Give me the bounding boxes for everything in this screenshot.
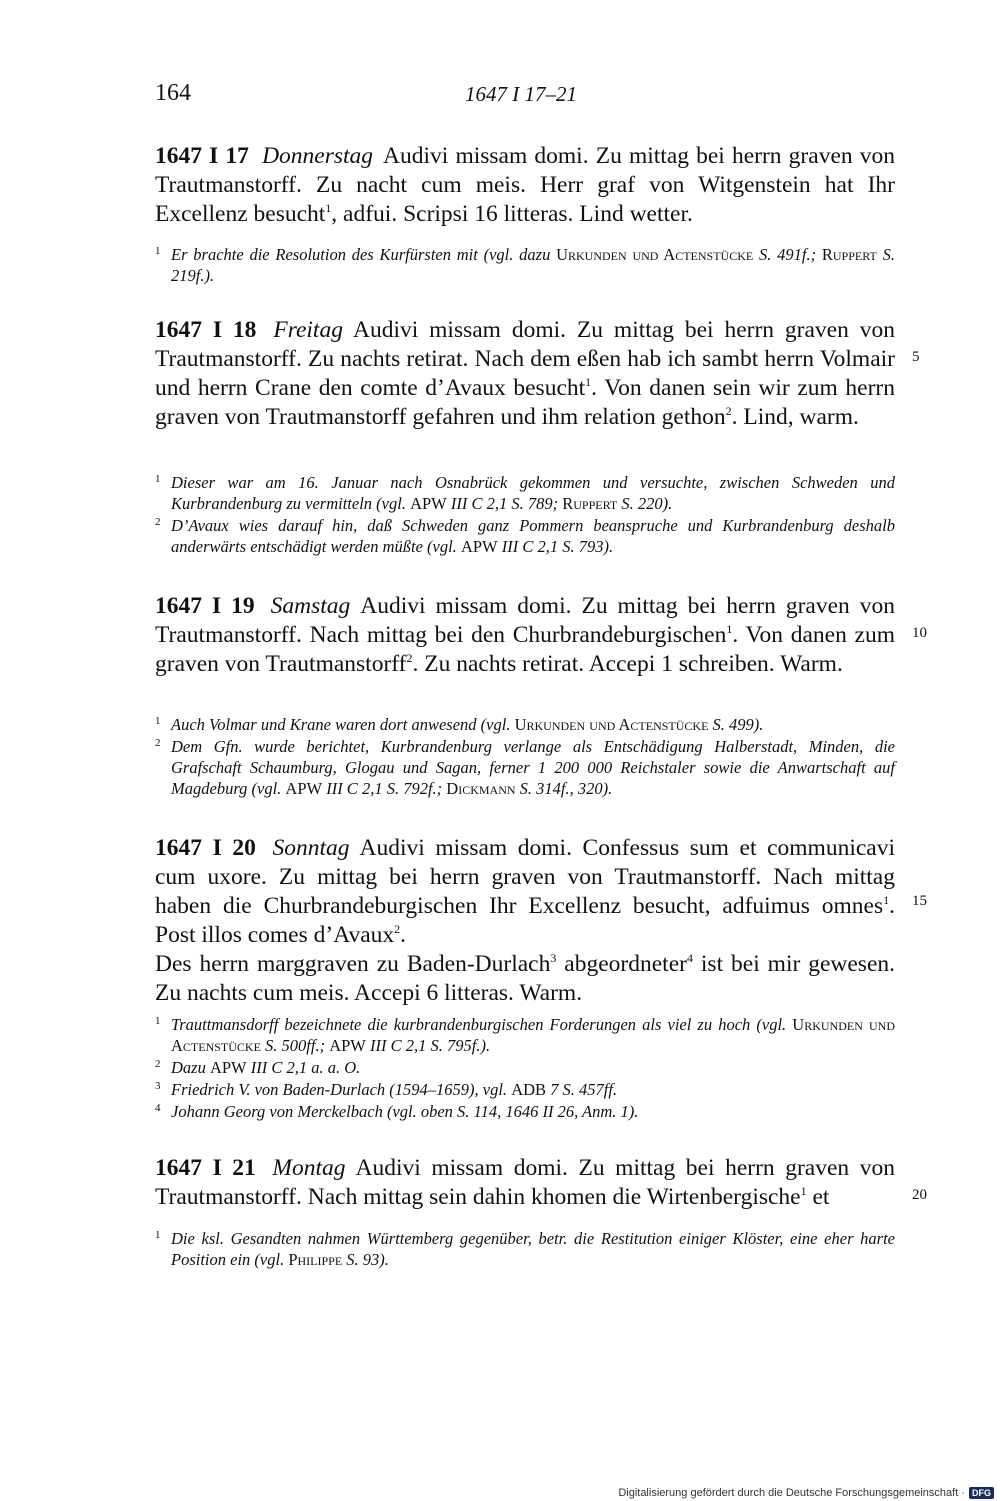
footnote-text: Trauttmansdorff bezeichnete die kurbrandenburgischen Forderungen als viel zu hoch (vgl.: [171, 1015, 793, 1034]
footnote-text: 7 S. 457ff.: [546, 1080, 618, 1099]
footnote-text: Dieser war am 16. Januar nach Osnabrück gekommen und versuchte, zwischen Schweden und Kurbrandenburg zu vermitteln (vgl.: [171, 473, 895, 513]
entry-text-part: . Von danen sein wir zum herrn graven von Trautmanstorff gefahren und ihm relation gethon: [155, 375, 895, 430]
footnote-ref: 2: [725, 404, 732, 419]
footnote-number: 4: [155, 1102, 161, 1114]
footnote-source: APW: [460, 537, 498, 556]
footnote-source: Philippe: [288, 1250, 343, 1269]
footnote-text: D’Avaux wies darauf hin, daß Schweden ganz Pommern beanspruche und Kurbrandenburg deshalb anderwärts entschädigt werden müßte (vgl.: [171, 516, 895, 556]
entry-date: 1647 I 19: [155, 593, 255, 619]
footnote-number: 2: [155, 516, 161, 528]
entry-text-part: Audivi missam domi. Zu mittag bei herrn graven von Trautmanstorff. Nach mittag bei den Churbrandeburgischen: [155, 593, 895, 648]
footnote-ref: 3: [550, 951, 557, 966]
line-number: 5: [912, 349, 920, 365]
footnote-text: S. 500ff.;: [260, 1036, 330, 1055]
footnotes-entry-3: [155, 1014, 895, 1123]
entry-text-part: . Post illos comes d’Avaux: [155, 893, 895, 948]
footnote-text: III C 2,1 S. 789;: [446, 494, 563, 513]
footnote: [155, 1079, 895, 1100]
footnote: [155, 1228, 895, 1270]
digitization-credit: [618, 1487, 994, 1499]
footnotes-entry-2: [155, 714, 895, 800]
footnote-source: Ruppert: [562, 494, 618, 513]
entry-weekday: Sonntag: [272, 835, 350, 861]
footnote-text: III C 2,1 S. 792f.;: [322, 779, 447, 798]
footnote-number: 1: [155, 715, 161, 727]
footnote-text: Friedrich V. von Baden-Durlach (1594–1659), vgl.: [171, 1080, 512, 1099]
footnote-text: III C 2,1 S. 795f.).: [365, 1036, 491, 1055]
entry-text: [155, 1154, 895, 1212]
entry-text-part: , adfui. Scripsi 16 litteras. Lind wetter.: [331, 201, 693, 227]
entry-text: [155, 316, 895, 432]
credit-text: Digitalisierung gefördert durch die Deutsche Forschungsgemeinschaft ·: [618, 1487, 965, 1499]
diary-entry-3: [155, 834, 895, 1008]
footnote-text: Auch Volmar und Krane waren dort anwesend (vgl.: [171, 715, 515, 734]
dfg-logo: DFG: [969, 1487, 994, 1499]
entry-weekday: Samstag: [270, 593, 351, 619]
entry-text-part: Audivi missam domi. Zu mittag bei herrn graven von Trautmanstorff. Zu nachts retirat. Nach dem eßen hab ich sambt herrn Volmair und herrn Crane den comte d’Avaux besucht: [155, 317, 896, 401]
running-head: 1647 I 17–21: [465, 82, 577, 106]
footnote: [155, 736, 895, 799]
entry-text-part: abgeordneter: [556, 951, 687, 977]
entry-weekday: Donnerstag: [262, 143, 374, 169]
footnote-text: Dem Gfn. wurde berichtet, Kurbrandenburg verlange als Entschädigung Halberstadt, Minden, die Grafschaft Schaumburg, Glogau und Sagan, ferner 1 200 000 Reichstaler sowie die Anwartschaft auf Magdeburg (vgl.: [171, 737, 895, 798]
diary-entry-1: [155, 316, 895, 432]
diary-entry-0: [155, 142, 895, 229]
footnote-source: APW: [329, 1036, 366, 1055]
footnote-source: ADB: [511, 1080, 547, 1099]
entry-date: 1647 I 21: [155, 1155, 256, 1181]
page-number: 164: [155, 80, 191, 106]
footnote-ref: 4: [686, 951, 693, 966]
footnote-text: S. 314f., 320).: [515, 779, 613, 798]
line-number: 10: [912, 625, 927, 641]
entry-text-part: . Von danen zum graven von Trautmanstorff: [155, 622, 895, 677]
entry-text: [155, 950, 895, 1008]
entry-weekday: Freitag: [273, 317, 343, 343]
diary-entry-2: [155, 592, 895, 679]
entry-weekday: Montag: [272, 1155, 346, 1181]
footnote-text: Johann Georg von Merckelbach (vgl. oben S. 114, 1646 II 26, Anm. 1).: [171, 1102, 639, 1121]
footnote-text: S. 93).: [342, 1250, 389, 1269]
footnote-text: S. 499).: [708, 715, 764, 734]
footnote: [155, 244, 895, 286]
entry-text-part: Des herrn marggraven zu Baden-Durlach: [155, 951, 551, 977]
footnote-source: Urkunden und Actenstücke: [556, 245, 754, 264]
footnote-source: Urkunden und Actenstücke: [171, 1015, 895, 1055]
footnote: [155, 1014, 895, 1056]
footnote-ref: 1: [325, 201, 332, 216]
entry-date: 1647 I 17: [155, 143, 249, 169]
footnote: [155, 714, 895, 735]
footnote-source: APW: [285, 779, 323, 798]
footnote-text: Dazu: [171, 1058, 210, 1077]
entry-date: 1647 I 18: [155, 317, 257, 343]
entry-text-part: Audivi missam domi. Zu mittag bei herrn graven von Trautmanstorff. Nach mittag sein dahin khomen die Wirtenbergische: [155, 1155, 895, 1210]
entry-text-part: ist bei mir gewesen. Zu nachts cum meis. Accepi 6 litteras. Warm.: [155, 951, 896, 1006]
footnote-ref: 1: [800, 1184, 807, 1199]
footnote: [155, 1101, 895, 1122]
footnote-source: Dickmann: [446, 779, 516, 798]
entry-text-part: .: [400, 922, 406, 948]
footnote: [155, 515, 895, 557]
footnote-text: Er brachte die Resolution des Kurfürsten mit (vgl. dazu: [171, 245, 557, 264]
entry-text-part: . Zu nachts retirat. Accepi 1 schreiben. Warm.: [412, 651, 843, 677]
footnote-ref: 1: [726, 622, 733, 637]
footnote: [155, 1057, 895, 1078]
footnote-ref: 2: [394, 922, 401, 937]
footnotes-entry-4: [155, 1228, 895, 1271]
entry-date: 1647 I 20: [155, 835, 256, 861]
footnote-text: S. 219f.).: [171, 245, 895, 285]
footnote-source: Ruppert: [821, 245, 877, 264]
footnote-number: 1: [155, 473, 161, 485]
diary-entry-4: [155, 1154, 895, 1212]
footnote-text: III C 2,1 a. a. O.: [246, 1058, 361, 1077]
footnote-ref: 1: [883, 893, 890, 908]
footnote-text: S. 491f.;: [753, 245, 822, 264]
footnote-ref: 2: [406, 651, 413, 666]
footnote-number: 3: [155, 1080, 161, 1092]
footnote: [155, 472, 895, 514]
footnote-text: III C 2,1 S. 793).: [497, 537, 614, 556]
footnote-source: APW: [410, 494, 447, 513]
entry-text-part: et: [806, 1184, 830, 1210]
footnote-number: 1: [155, 1015, 161, 1027]
footnote-number: 2: [155, 1058, 161, 1070]
line-number: 20: [912, 1187, 927, 1203]
footnote-number: 1: [155, 1229, 161, 1241]
entry-text: [155, 142, 895, 229]
entry-text-part: Audivi missam domi. Zu mittag bei herrn graven von Trautmanstorff. Zu nacht cum meis. Herr graf von Witgenstein hat Ihr Excellenz besucht: [155, 143, 896, 227]
entry-text-part: Audivi missam domi. Confessus sum et communicavi cum uxore. Zu mittag bei herrn graven von Trautmanstorff. Nach mittag haben die Churbrandeburgischen Ihr Excellenz besucht, adfuimus omnes: [155, 835, 895, 919]
footnote-source: APW: [209, 1058, 247, 1077]
footnote-number: 1: [155, 245, 161, 257]
footnote-source: Urkunden und Actenstücke: [514, 715, 709, 734]
footnote-text: Die ksl. Gesandten nahmen Württemberg gegenüber, betr. die Restitution einiger Klöster, eine eher harte Position ein (vgl.: [171, 1229, 895, 1269]
footnote-number: 2: [155, 737, 161, 749]
entry-text: [155, 592, 895, 679]
footnotes-entry-1: [155, 472, 895, 558]
page-header: [155, 80, 895, 120]
entry-text: [155, 834, 895, 950]
line-number: 15: [912, 893, 927, 909]
footnote-ref: 1: [585, 375, 592, 390]
entry-text-part: . Lind, warm.: [731, 404, 859, 430]
footnotes-entry-0: [155, 244, 895, 287]
footnote-text: S. 220).: [617, 494, 673, 513]
